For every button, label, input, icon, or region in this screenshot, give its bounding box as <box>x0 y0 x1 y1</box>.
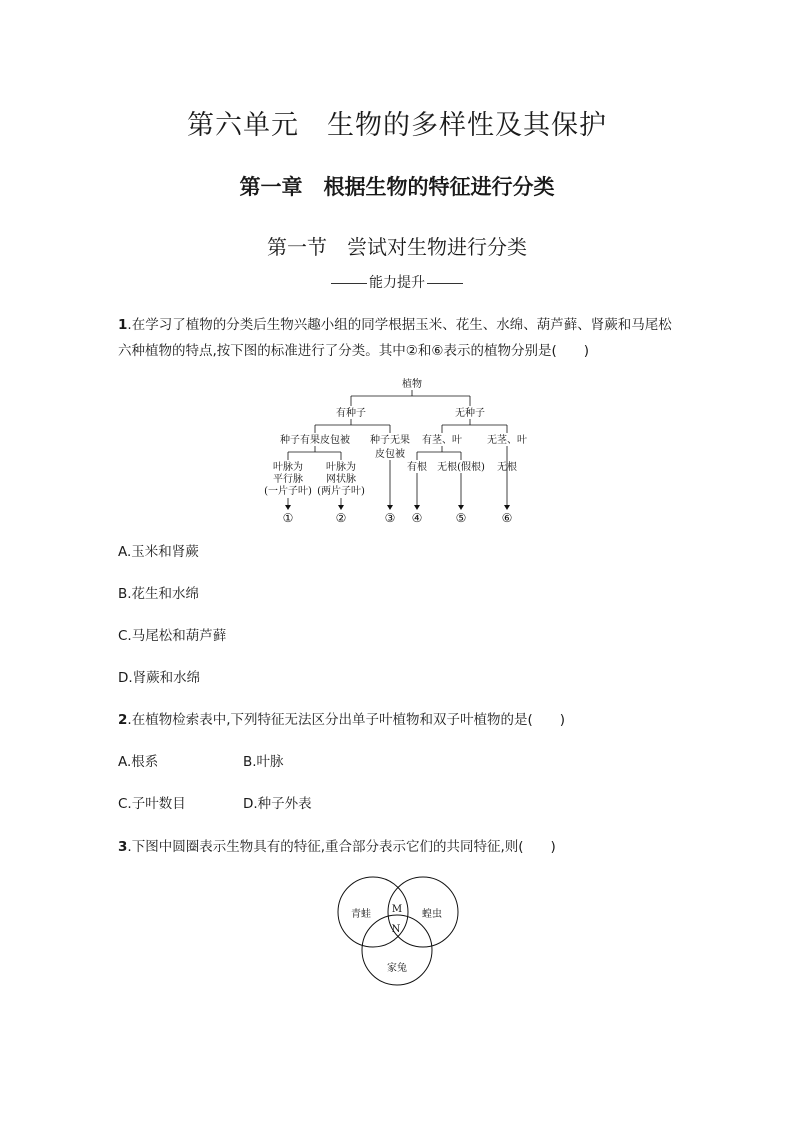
label-m: M <box>391 904 403 915</box>
unit-title: 第六单元 生物的多样性及其保护 <box>187 110 607 141</box>
option-d[interactable]: D.种子外表 <box>243 796 312 812</box>
label-6: ⑥ <box>501 511 513 525</box>
section-title: 第一节 尝试对生物进行分类 <box>267 235 527 259</box>
label-n: N <box>391 924 401 935</box>
node-stem-leaf: 有茎、叶 <box>422 435 462 446</box>
label-locust: 蝗虫 <box>422 909 442 920</box>
node-parallel-2: 平行脉 <box>273 474 303 485</box>
node-net-1: 叶脉为 <box>326 462 356 473</box>
node-fruit-cover: 种子有果皮包被 <box>280 435 350 446</box>
divider-left <box>331 283 367 284</box>
option-b[interactable]: B.花生和水绵 <box>118 586 200 602</box>
label-5: ⑤ <box>455 511 467 525</box>
label-4: ④ <box>411 511 423 525</box>
node-parallel-1: 叶脉为 <box>273 462 303 473</box>
ability-label: 能力提升 <box>369 275 425 291</box>
question-number: 3 <box>118 839 128 855</box>
question-3 <box>118 834 678 860</box>
option-d[interactable]: D.肾蕨和水绵 <box>118 670 201 686</box>
node-net-3: (两片子叶) <box>317 486 365 497</box>
node-net-2: 网状脉 <box>326 474 356 485</box>
node-parallel-3: (一片子叶) <box>264 486 312 497</box>
question-number: 2 <box>118 712 128 728</box>
question-1 <box>118 312 678 364</box>
option-a[interactable]: A.根系 <box>118 754 159 770</box>
node-no-fruit-2: 皮包被 <box>375 449 405 460</box>
node-no-seed: 无种子 <box>455 408 485 419</box>
node-no-stem-leaf: 无茎、叶 <box>487 435 527 446</box>
question-text: .在学习了植物的分类后生物兴趣小组的同学根据玉米、花生、水绵、葫芦藓、肾蕨和马尾松六种植物的特点,按下图的标准进行了分类。其中②和⑥表示的植物分别是( ) <box>118 317 672 359</box>
ability-heading <box>0 272 794 292</box>
question-number: 1 <box>118 317 128 333</box>
chapter-title: 第一章 根据生物的特征进行分类 <box>239 175 555 199</box>
venn-diagram <box>330 872 470 990</box>
label-2: ② <box>335 511 347 525</box>
option-c[interactable]: C.马尾松和葫芦藓 <box>118 628 227 644</box>
label-rabbit: 家兔 <box>387 963 407 974</box>
node-seed: 有种子 <box>336 408 366 419</box>
option-a[interactable]: A.玉米和肾蕨 <box>118 544 199 560</box>
label-frog: 青蛙 <box>351 909 371 920</box>
node-no-fruit-1: 种子无果 <box>370 435 410 446</box>
divider-right <box>427 283 463 284</box>
label-1: ① <box>282 511 294 525</box>
question-text: .在植物检索表中,下列特征无法区分出单子叶植物和双子叶植物的是( ) <box>127 712 566 728</box>
node-plant: 植物 <box>402 379 422 390</box>
classification-tree <box>255 372 545 527</box>
option-c[interactable]: C.子叶数目 <box>118 796 186 812</box>
node-has-root: 有根 <box>407 462 427 473</box>
node-false-root: 无根(假根) <box>437 462 485 473</box>
node-no-root: 无根 <box>497 462 517 473</box>
option-b[interactable]: B.叶脉 <box>243 754 284 770</box>
question-2 <box>118 707 678 733</box>
label-3: ③ <box>384 511 396 525</box>
question-text: .下图中圆圈表示生物具有的特征,重合部分表示它们的共同特征,则( ) <box>127 839 556 855</box>
